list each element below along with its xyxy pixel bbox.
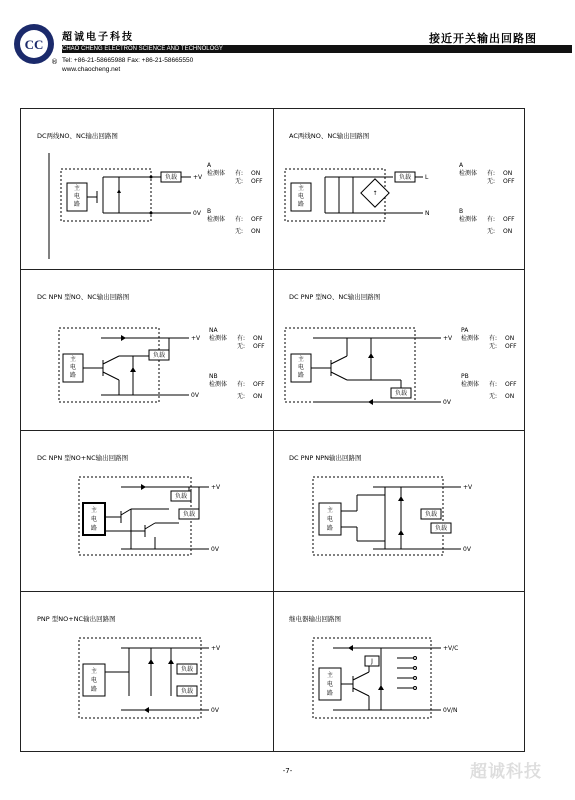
circuit-dc-pnp-npn	[273, 431, 525, 592]
svg-text:OFF: OFF	[251, 216, 263, 223]
svg-text:+V: +V	[463, 484, 473, 491]
contact-info	[62, 56, 193, 74]
cell-title: DC两线NO、NC输出回路图	[37, 132, 118, 140]
svg-text:电: 电	[69, 364, 77, 371]
svg-text:主: 主	[297, 356, 305, 363]
svg-text:检测体: 检测体	[459, 170, 478, 177]
svg-text:+V: +V	[191, 335, 201, 342]
svg-text:0V: 0V	[193, 210, 201, 217]
svg-text:OFF: OFF	[503, 178, 515, 185]
cell-title: AC两线NO、NC输出回路图	[289, 132, 370, 140]
svg-text:L: L	[425, 174, 429, 181]
svg-text:+V: +V	[193, 174, 203, 181]
svg-text:负载: 负载	[152, 352, 166, 359]
cell-title: PNP 型NO+NC输出回路图	[37, 615, 116, 623]
cell-title: DC NPN 型NO+NC输出回路图	[37, 454, 129, 462]
svg-text:无:: 无:	[489, 393, 498, 400]
svg-text:检测体: 检测体	[209, 381, 228, 388]
svg-text:ON: ON	[253, 335, 263, 342]
svg-text:路: 路	[326, 690, 334, 697]
page-number: -7-	[282, 767, 293, 775]
svg-text:负载: 负载	[180, 688, 194, 695]
svg-text:+V: +V	[211, 484, 221, 491]
svg-text:主: 主	[90, 668, 98, 675]
circuit-dc-npn	[21, 270, 273, 431]
circuit-diagram	[21, 592, 273, 753]
svg-text:ON: ON	[505, 393, 515, 400]
svg-text:有:: 有:	[235, 216, 244, 223]
circuit-diagram	[273, 431, 525, 592]
svg-text:+V: +V	[443, 335, 453, 342]
svg-text:NA: NA	[209, 327, 218, 334]
svg-text:PA: PA	[461, 327, 469, 334]
cell-title: DC PNP NPN输出回路图	[289, 454, 362, 462]
svg-text:检测体: 检测体	[207, 170, 226, 177]
svg-text:主: 主	[90, 507, 98, 514]
svg-text:OFF: OFF	[253, 381, 265, 388]
svg-text:无:: 无:	[235, 178, 244, 185]
circuit-dc-two-wire	[21, 109, 273, 270]
cell-title: 继电器输出回路图	[289, 615, 341, 623]
company-name-cn: 超诚电子科技	[62, 32, 134, 43]
svg-text:ON: ON	[253, 393, 263, 400]
circuit-diagram	[273, 270, 525, 431]
svg-text:↑: ↑	[372, 190, 378, 197]
svg-text:ON: ON	[251, 228, 261, 235]
svg-text:路: 路	[90, 686, 98, 693]
svg-text:CC: CC	[24, 37, 44, 52]
circuit-dc-npn-no-nc	[21, 431, 273, 592]
svg-text:路: 路	[297, 372, 305, 379]
svg-text:负载: 负载	[424, 511, 438, 518]
company-logo	[12, 22, 56, 66]
circuit-relay-output	[273, 592, 525, 753]
svg-text:电: 电	[297, 193, 305, 200]
svg-text:OFF: OFF	[253, 343, 265, 350]
svg-text:有:: 有:	[237, 381, 246, 388]
cell-title: DC PNP 型NO、NC输出回路图	[289, 293, 381, 301]
svg-text:+V: +V	[211, 645, 221, 652]
svg-text:0V: 0V	[211, 707, 219, 714]
circuit-diagram	[273, 109, 525, 270]
svg-text:0V: 0V	[191, 392, 199, 399]
svg-text:路: 路	[73, 201, 81, 208]
circuit-pnp-no-nc	[21, 592, 273, 753]
circuit-grid	[20, 108, 525, 752]
svg-text:无:: 无:	[237, 343, 246, 350]
svg-text:+V/C: +V/C	[443, 645, 459, 652]
svg-text:路: 路	[90, 525, 98, 532]
circuit-diagram	[273, 592, 525, 753]
svg-text:B: B	[207, 208, 212, 215]
svg-text:N: N	[425, 210, 430, 217]
svg-text:OFF: OFF	[251, 178, 263, 185]
svg-text:检测体: 检测体	[461, 335, 480, 342]
svg-text:A: A	[207, 162, 212, 169]
svg-text:检测体: 检测体	[209, 335, 228, 342]
svg-text:OFF: OFF	[505, 381, 517, 388]
circuit-ac-two-wire	[273, 109, 525, 270]
svg-text:ON: ON	[503, 228, 513, 235]
svg-text:路: 路	[69, 372, 77, 379]
tel-fax: Tel: +86-21-58665988 Fax: +86-21-58665550	[62, 57, 194, 64]
svg-text:负载: 负载	[434, 525, 448, 532]
svg-text:B: B	[459, 208, 464, 215]
svg-text:主: 主	[326, 672, 334, 679]
svg-text:有:: 有:	[237, 335, 246, 342]
svg-text:负载: 负载	[394, 390, 408, 397]
circuit-dc-pnp	[273, 270, 525, 431]
svg-text:路: 路	[297, 201, 305, 208]
svg-text:电: 电	[73, 193, 81, 200]
svg-text:电: 电	[297, 364, 305, 371]
svg-text:电: 电	[90, 516, 98, 523]
circuit-diagram	[21, 109, 273, 270]
svg-text:无:: 无:	[237, 393, 246, 400]
svg-text:0V/N: 0V/N	[443, 707, 458, 714]
svg-text:检测体: 检测体	[461, 381, 480, 388]
svg-text:有:: 有:	[489, 381, 498, 388]
svg-text:A: A	[459, 162, 464, 169]
svg-text:J: J	[371, 658, 373, 665]
svg-text:0V: 0V	[443, 399, 451, 406]
svg-text:ON: ON	[505, 335, 515, 342]
svg-text:负载: 负载	[398, 174, 412, 181]
svg-text:ON: ON	[251, 170, 261, 177]
svg-text:有:: 有:	[489, 335, 498, 342]
svg-text:®: ®	[51, 58, 58, 66]
svg-text:无:: 无:	[487, 178, 496, 185]
svg-text:0V: 0V	[463, 546, 471, 553]
svg-text:主: 主	[326, 507, 334, 514]
website-link[interactable]: www.chaocheng.net	[62, 66, 121, 73]
page-title: 接近开关输出回路图	[429, 32, 537, 45]
svg-text:有:: 有:	[487, 216, 496, 223]
svg-text:主: 主	[73, 185, 81, 192]
svg-text:PB: PB	[461, 373, 469, 380]
circuit-diagram	[21, 270, 273, 431]
svg-text:检测体: 检测体	[207, 216, 226, 223]
svg-text:无:: 无:	[235, 228, 244, 235]
svg-text:电: 电	[90, 677, 98, 684]
svg-text:0V: 0V	[211, 546, 219, 553]
svg-text:电: 电	[326, 681, 334, 688]
cell-title: DC NPN 型NO、NC输出回路图	[37, 293, 130, 301]
svg-text:OFF: OFF	[503, 216, 515, 223]
watermark: 超诚科技	[470, 762, 542, 782]
svg-text:无:: 无:	[489, 343, 498, 350]
svg-text:无:: 无:	[487, 228, 496, 235]
svg-text:有:: 有:	[235, 170, 244, 177]
svg-text:负载: 负载	[164, 174, 178, 181]
svg-text:负载: 负载	[174, 493, 188, 500]
svg-text:电: 电	[326, 516, 334, 523]
svg-text:主: 主	[297, 185, 305, 192]
svg-text:ON: ON	[503, 170, 513, 177]
svg-text:有:: 有:	[487, 170, 496, 177]
svg-text:路: 路	[326, 525, 334, 532]
svg-text:OFF: OFF	[505, 343, 517, 350]
svg-text:检测体: 检测体	[459, 216, 478, 223]
svg-text:负载: 负载	[180, 666, 194, 673]
circuit-diagram	[21, 431, 273, 592]
svg-text:负载: 负载	[182, 511, 196, 518]
svg-text:NB: NB	[209, 373, 218, 380]
company-name-en: CHAO CHENG ELECTRON SCIENCE AND TECHNOLOGY	[62, 46, 223, 52]
svg-text:主: 主	[69, 356, 77, 363]
